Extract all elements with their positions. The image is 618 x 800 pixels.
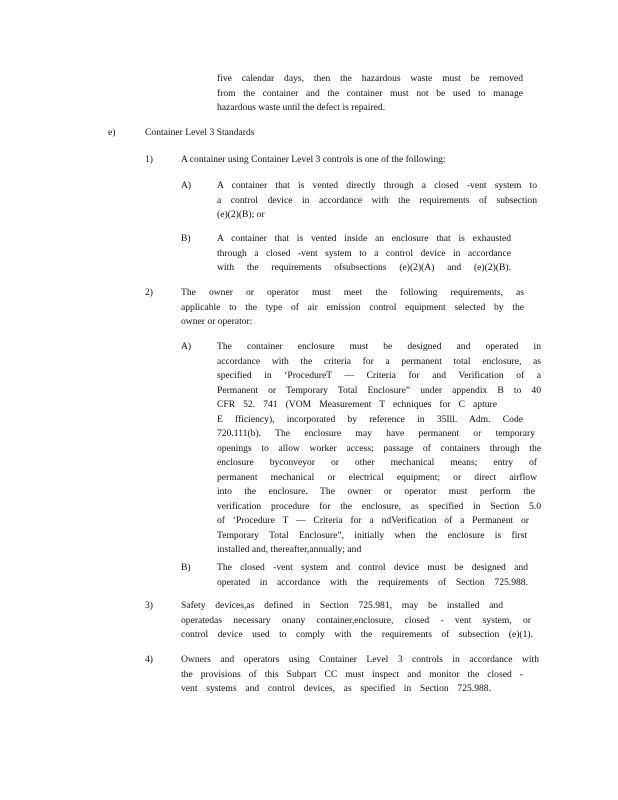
text-line: applicable to the type of air emission control equipment selected by the: [181, 301, 524, 313]
text-line: enclosure byconveyor or other mechanical means; entry of: [217, 457, 537, 468]
item-2-text: [181, 286, 524, 330]
subitem-1B-text: [217, 232, 511, 276]
item-label-4: 4): [145, 654, 153, 665]
text-line: installed and, thereafter,annually; and: [217, 544, 362, 555]
section-label-e: e): [108, 127, 116, 138]
text-line: openings to allow worker access; passage of containers through the: [217, 442, 541, 454]
text-line: The container enclosure must be designed and operated in: [217, 341, 541, 352]
text-line: vent systems and control devices, as specified in Section 725.988.: [181, 683, 491, 694]
text-line: five calendar days, then the hazardous waste must be removed: [217, 73, 523, 84]
subitem-label-2A: A): [181, 341, 192, 352]
text-line: with the requirements ofsubsections (e)(2)(A) and (e)(2)(B).: [217, 262, 511, 273]
item-label-1: 1): [145, 154, 153, 165]
text-line: A container that is vented inside an enclosure that is exhausted: [217, 233, 511, 244]
text-line: of ‘Procedure T — Criteria for a ndVerification of a Permanent or: [217, 515, 529, 526]
text-line: (e)(2)(B); or: [217, 209, 265, 220]
subitem-label-2B: B): [181, 562, 191, 573]
item-4-text: [181, 653, 539, 697]
text-line: permanent mechanical or electrical equipment; or direct airflow: [217, 471, 537, 483]
text-line: a control device in accordance with the requirements of subsection: [217, 194, 537, 206]
text-line: A container using Container Level 3 controls is one of the following:: [181, 154, 446, 165]
subitem-2B-text: [217, 561, 528, 590]
text-line: accordance with the criteria for a permanent total enclosure, as: [217, 355, 541, 367]
text-line: verification procedure for the enclosure, as specified in Section 5.0: [217, 500, 541, 512]
text-line: Temporary Total Enclosure”, initially when the enclosure is first: [217, 529, 527, 541]
text-line: from the container and the container must not be used to manage: [217, 87, 523, 99]
subitem-label-1A: A): [181, 180, 192, 191]
text-line: hazardous waste until the defect is repaired.: [217, 102, 386, 113]
text-line: through a closed -vent system to a control device in accordance: [217, 247, 511, 259]
item-3-text: [181, 599, 533, 643]
item-label-3: 3): [145, 600, 153, 611]
intro-paragraph: [217, 72, 523, 116]
text-line: control device used to comply with the requirements of subsection (e)(1).: [181, 629, 533, 640]
text-line: owner or operator:: [181, 316, 253, 327]
text-line: operatedas necessary onany container,enclosure, closed - vent system, or: [181, 614, 531, 626]
text-line: specified in ‘ProcedureT — Criteria for and Verification of a: [217, 370, 541, 381]
text-line: into the enclosure. The owner or operator must perform the: [217, 486, 535, 497]
text-line: 720.111(b). The enclosure may have permanent or temporary: [217, 428, 535, 439]
text-line: the provisions of this Subpart CC must inspect and monitor the closed -: [181, 668, 523, 680]
text-line: The owner or operator must meet the following requirements, as: [181, 287, 524, 298]
text-line: Safety devices,as defined in Section 725.981, may be installed and: [181, 600, 503, 611]
text-line: A container that is vented directly through a closed -vent system to: [217, 180, 537, 191]
subitem-label-1B: B): [181, 233, 191, 244]
section-heading: Container Level 3 Standards: [145, 127, 255, 138]
text-line: E fficiency), incorporated by reference in 35Ill. Adm. Code: [217, 413, 523, 425]
item-1-text: [181, 153, 509, 168]
text-line: Permanent or Temporary Total Enclosure” under appendix B to 40: [217, 384, 541, 396]
text-line: The closed -vent system and control device must be designed and: [217, 562, 528, 573]
subitem-1A-text: [217, 179, 537, 223]
subitem-2A-text: [217, 340, 541, 558]
item-label-2: 2): [145, 287, 153, 298]
text-line: CFR 52. 741 (VOM Measurement T echniques for C apture: [217, 399, 497, 410]
text-line: operated in accordance with the requirements of Section 725.988.: [217, 576, 528, 588]
text-line: Owners and operators using Container Level 3 controls in accordance with: [181, 654, 539, 665]
